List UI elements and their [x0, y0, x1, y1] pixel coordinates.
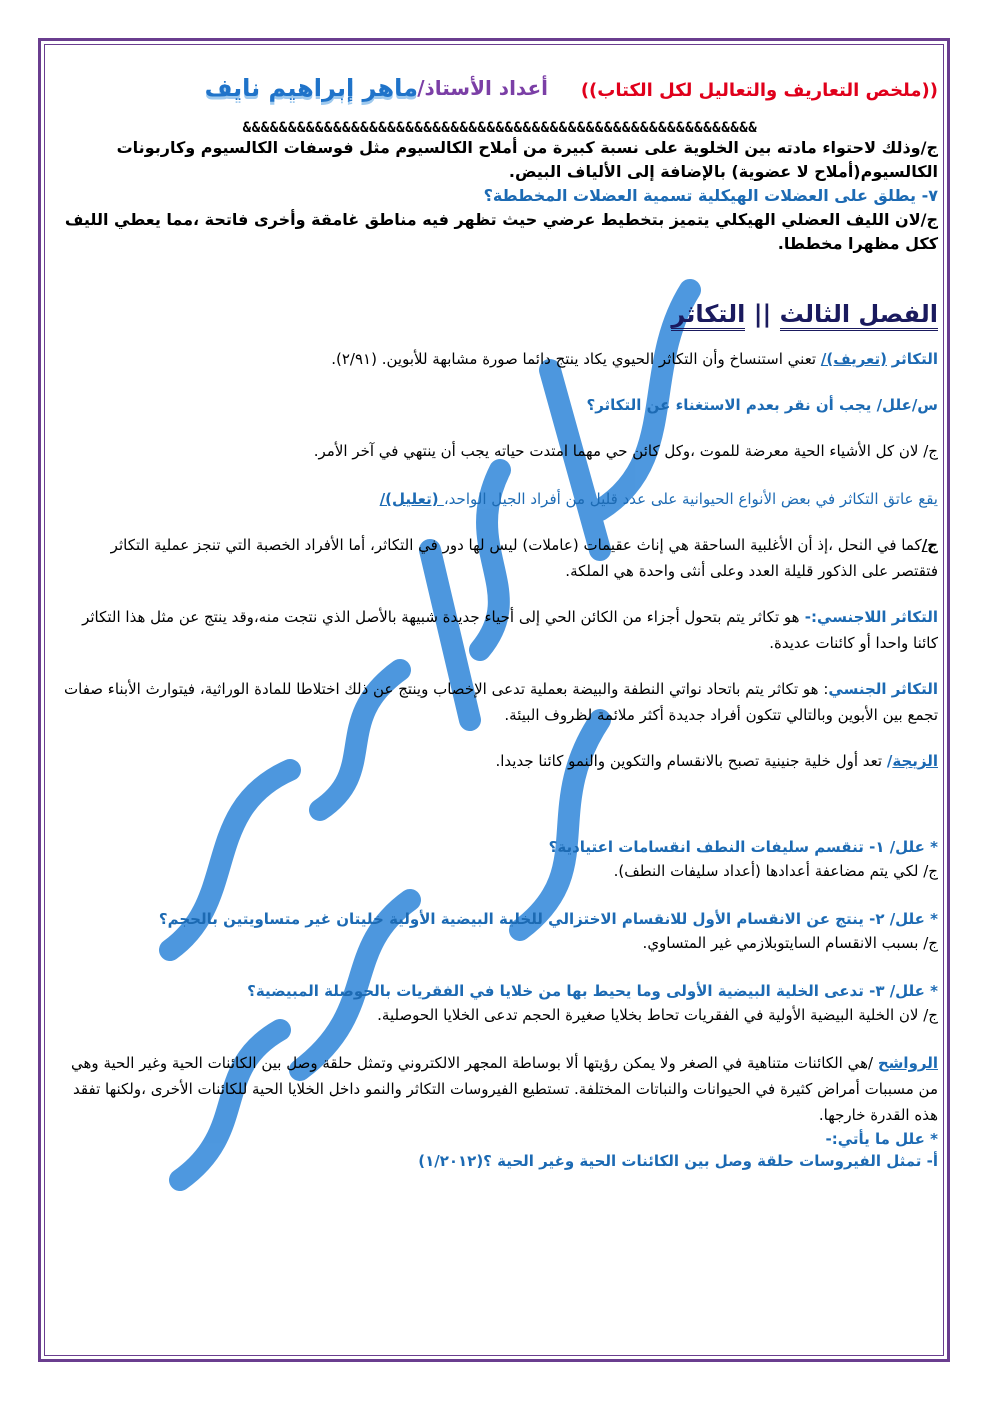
- answer-text: ج/ بسبب الانقسام السايتوبلازمي غير المتساوي.: [642, 934, 938, 952]
- author-name: ماهر إبراهيم نايف: [204, 74, 418, 102]
- question-text: ٧- يطلق على العضلات الهيكلية تسمية العضلات المخططة؟: [483, 186, 938, 205]
- term-separator: /: [886, 752, 893, 770]
- separator-line: &&&&&&&&&&&&&&&&&&&&&&&&&&&&&&&&&&&&&&&&&&&&&&&&&&&&&&&&&: [242, 120, 758, 136]
- term-label: التكاثر: [891, 350, 938, 368]
- definition-text: تعد أول خلية جنينية تصبح بالانقسام والتكوين والنمو كائنا جديدا.: [495, 752, 887, 770]
- question-text: س/علل/ يجب أن نقر بعدم الاستغناء عن التكاثر؟: [586, 396, 938, 414]
- definition-tag: (تعريف)/: [820, 350, 887, 368]
- question-text: أ- تمثل الفيروسات حلقة وصل بين الكائنات الحية وغير الحية ؟(١/٢٠١٢): [418, 1152, 938, 1170]
- chapter-number: الفصل الثالث: [780, 300, 938, 331]
- answer-text: ج/وذلك لاحتواء مادته بين الخلوية على نسبة كبيرة من أملاح الكالسيوم مثل فوسفات الكالسيوم وكاربونات: [116, 138, 938, 157]
- term-label: التكاثر الجنسي: [828, 680, 938, 698]
- definition-sexual: [62, 676, 938, 728]
- question-text: * علل/ ١- تنقسم سليفات النطف انقسامات اعتيادية؟: [548, 838, 938, 856]
- answer-text: ج/لان الليف العضلي الهيكلي يتميز بتخطيط عرضي حيث تظهر فيه مناطق غامقة وأخرى فاتحة ،مما يعطي الليف: [64, 210, 938, 229]
- chapter-separator: ||: [745, 300, 780, 328]
- question-heading: * علل ما يأتي:-: [825, 1130, 938, 1148]
- document-title: ((ملخص التعاريف والتعاليل لكل الكتاب)): [580, 80, 938, 101]
- chapter-title: التكاثر: [671, 300, 745, 331]
- answer-text: كما في النحل ،إذ أن الأغلبية الساحقة هي إناث عقيمات (عاملات) ليس لها دور في التكاثر، أما الأفراد الخصبة التي تنجز عملية التكاثر فتقتصر على الذكور قليلة العدد وعلى أنثى واحدة هي الملكة.: [110, 536, 938, 580]
- definition-text: : هو تكاثر يتم باتحاد نواتي النطفة والبيضة بعملية تدعى الإخصاب وينتج عن ذلك اختلاطا للمادة الوراثية، فيتوارث الأبناء صفات تجمع بين الأبوين وبالتالي تتكون أفراد جديدة أكثر ملائمة لظروف البيئة.: [64, 680, 938, 724]
- answer-text: الكالسيوم(أملاح لا عضوية) بالإضافة إلى الألياف البيض.: [508, 162, 938, 181]
- answer-text: ككل مظهرا مخططا.: [777, 234, 938, 253]
- statement-bees: [62, 486, 938, 512]
- question-text: * علل/ ٢- ينتج عن الانقسام الأول للانقسام الاختزالي للخلية البيضية الأولية خليتان غير متساويتين بالحجم؟: [158, 910, 938, 928]
- definition-zygote: [62, 748, 938, 774]
- answer-text: ج/ لان كل الأشياء الحية معرضة للموت ،وكل كائن حي مهما امتدت حياته يجب أن ينتهي في آخر الأمر.: [313, 442, 938, 460]
- chapter-heading: [62, 300, 938, 328]
- definition-asexual: [62, 604, 938, 656]
- answer-text: ج/ لكي يتم مضاعفة أعدادها (أعداد سليفات النطف).: [613, 862, 938, 880]
- definition-reproduction: [62, 346, 938, 372]
- author-prefix: أعداد الأستاذ/: [417, 76, 548, 100]
- document-content: [62, 70, 938, 1172]
- reason-tag: (تعليل)/: [379, 490, 444, 508]
- definition-text: هو تكاثر يتم بتحول أجزاء من الكائن الحي إلى أحياء جديدة شبيهة بالأصل الذي نتجت منه،وقد ينتج عن مثل هذا التكاثر كائنا واحدا أو كائنات عديدة.: [82, 608, 938, 652]
- definition-viruses: [62, 1050, 938, 1128]
- answer-text: ج/ لان الخلية البيضية الأولية في الفقريات تحاط بخلايا صغيرة الحجم تدعى الخلايا الحوصلية.: [377, 1006, 938, 1024]
- term-label: الرواشح: [877, 1054, 938, 1072]
- question-text: * علل/ ٣- تدعى الخلية البيضية الأولى وما يحيط بها من خلايا في الفقريات بالحوصلة المبيضية؟: [247, 982, 938, 1000]
- definition-text: تعني استنساخ وأن التكاثر الحيوي يكاد ينتج دائما صورة مشابهة للأبوين. (٢/٩١).: [331, 350, 821, 368]
- answer-bees: [62, 532, 938, 584]
- term-label: الزيجة: [892, 752, 938, 770]
- statement-text: يقع عاتق التكاثر في بعض الأنواع الحيوانية على عدد قليل من أفراد الجيل الواحد،: [443, 490, 938, 508]
- definition-text: /هي الكائنات متناهية في الصغر ولا يمكن رؤيتها ألا بوساطة المجهر الالكتروني وتمثل حلقة وصل بين الكائنات الحية وغير الحية وهي من مسببات أمراض كثيرة في الحيوانات والنباتات المختلفة. تستطيع الفيروسات التكاثر والنمو داخل الخلايا الحية للكائنات الأخرى ،ولكنها تفقد هذه القدرة خارجها.: [71, 1054, 938, 1124]
- term-label: التكاثر اللاجنسي:-: [799, 608, 938, 626]
- page-header: [62, 70, 938, 118]
- answer-prefix: ج/: [921, 536, 938, 554]
